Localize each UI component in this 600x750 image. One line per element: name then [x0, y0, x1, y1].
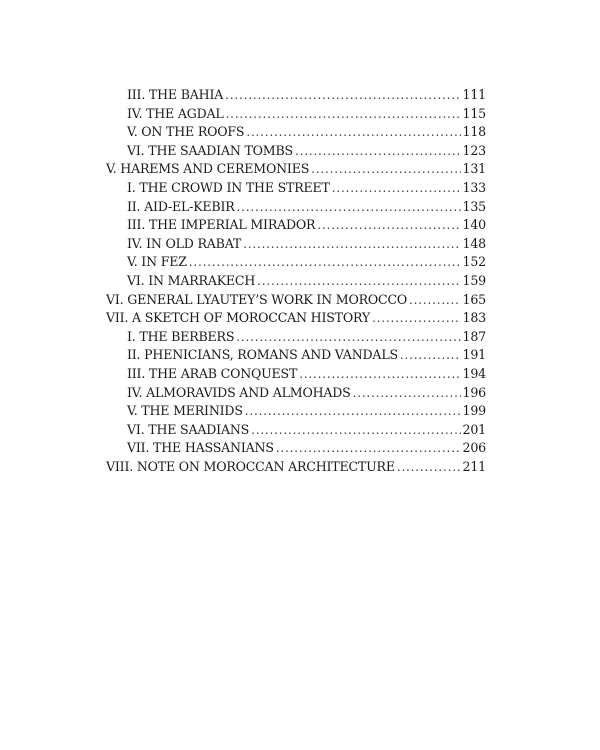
toc-chapter-entry[interactable]	[106, 458, 486, 477]
toc-entry-title: V. ON THE ROOFS	[127, 124, 245, 140]
toc-chapter-entry[interactable]	[106, 160, 486, 179]
toc-leader-dots	[237, 198, 461, 217]
toc-entry-page: 133	[462, 179, 486, 195]
toc-leader-dots	[409, 291, 461, 310]
toc-entry-page: 206	[462, 440, 486, 456]
toc-leader-dots	[189, 253, 461, 272]
toc-entry[interactable]	[106, 402, 486, 421]
toc-entry[interactable]	[106, 179, 486, 198]
toc-leader-dots	[397, 458, 461, 477]
toc-entry-title: I. THE BERBERS	[127, 328, 235, 344]
toc-entry[interactable]	[106, 198, 486, 217]
toc-entry-title: VIII. NOTE ON MOROCCAN ARCHITECTURE	[106, 458, 395, 474]
toc-entry[interactable]	[106, 272, 486, 291]
toc-leader-dots	[251, 421, 460, 440]
toc-leader-dots	[236, 328, 460, 347]
toc-entry-page: 159	[462, 272, 486, 288]
toc-entry[interactable]	[106, 105, 486, 124]
toc-entry-title: IV. THE AGDAL	[127, 105, 224, 121]
toc-leader-dots	[299, 365, 460, 384]
toc-entry-page: 211	[462, 458, 486, 474]
toc-entry-title: III. THE IMPERIAL MIRADOR	[127, 217, 316, 233]
toc-entry-page: 191	[462, 347, 486, 363]
toc-entry-title: II. PHENICIANS, ROMANS AND VANDALS	[127, 347, 398, 363]
toc-entry-title: IV. IN OLD RABAT	[127, 235, 242, 251]
toc-entry-title: VI. THE SAADIAN TOMBS	[127, 142, 293, 158]
toc-entry-page: 194	[462, 365, 486, 381]
toc-entry[interactable]	[106, 439, 486, 458]
toc-entry-page: 123	[462, 142, 486, 158]
toc-entry-title: V. THE MERINIDS	[127, 403, 243, 419]
toc-chapter-entry[interactable]	[106, 309, 486, 328]
toc-entry-page: 187	[462, 328, 486, 344]
toc-entry[interactable]	[106, 123, 486, 142]
toc-entry-page: 140	[462, 217, 486, 233]
toc-entry-page: 111	[462, 87, 486, 102]
toc-entry-title: V. IN FEZ	[127, 254, 187, 270]
toc-entry[interactable]	[106, 235, 486, 254]
toc-entry-title: I. THE CROWD IN THE STREET	[127, 179, 330, 195]
toc-entry-title: VI. IN MARRAKECH	[127, 272, 256, 288]
toc-entry-title: III. THE BAHIA	[127, 87, 224, 102]
toc-entry-title: VII. A SKETCH OF MOROCCAN HISTORY	[106, 310, 370, 326]
toc-entry-page: 118	[462, 124, 486, 140]
toc-leader-dots	[225, 86, 460, 105]
toc-leader-dots	[353, 384, 461, 403]
toc-leader-dots	[317, 216, 460, 235]
toc-entry[interactable]	[106, 421, 486, 440]
toc-entry[interactable]	[106, 142, 486, 161]
toc-entry-title: III. THE ARAB CONQUEST	[127, 365, 298, 381]
toc-leader-dots	[243, 235, 460, 254]
toc-entry-page: 135	[462, 198, 486, 214]
toc-entry-title: VI. THE SAADIANS	[127, 421, 250, 437]
toc-entry-title: IV. ALMORAVIDS AND ALMOHADS	[127, 384, 351, 400]
toc-leader-dots	[257, 272, 460, 291]
toc-leader-dots	[226, 105, 461, 124]
toc-leader-dots	[246, 123, 460, 142]
toc-entry-page: 165	[462, 291, 486, 307]
toc-chapter-entry[interactable]	[106, 291, 486, 310]
toc-entry-title: II. AID-EL-KEBIR	[127, 198, 235, 214]
toc-entry-page: 199	[462, 403, 486, 419]
toc-entry[interactable]	[106, 384, 486, 403]
toc-entry[interactable]	[106, 365, 486, 384]
toc-entry[interactable]	[106, 346, 486, 365]
toc-leader-dots	[372, 309, 461, 328]
toc-entry[interactable]	[106, 328, 486, 347]
toc-entry-page: 152	[462, 254, 486, 270]
toc-entry-page: 148	[462, 235, 486, 251]
toc-entry[interactable]	[106, 86, 486, 105]
toc-leader-dots	[400, 346, 461, 365]
toc-entry-title: V. HAREMS AND CEREMONIES	[106, 161, 310, 177]
toc-entry-page: 201	[462, 421, 486, 437]
toc-entry-page: 131	[462, 161, 486, 177]
toc-leader-dots	[311, 160, 460, 179]
toc-entry-title: VI. GENERAL LYAUTEY’S WORK IN MOROCCO	[106, 291, 408, 307]
toc-entry[interactable]	[106, 253, 486, 272]
table-of-contents	[106, 86, 486, 476]
toc-entry[interactable]	[106, 216, 486, 235]
toc-leader-dots	[295, 142, 461, 161]
toc-entry-page: 196	[462, 384, 486, 400]
toc-entry-page: 115	[462, 105, 486, 121]
toc-leader-dots	[332, 179, 461, 198]
toc-entry-title: VII. THE HASSANIANS	[127, 440, 274, 456]
toc-leader-dots	[245, 402, 461, 421]
toc-leader-dots	[276, 439, 461, 458]
toc-entry-page: 183	[462, 310, 486, 326]
